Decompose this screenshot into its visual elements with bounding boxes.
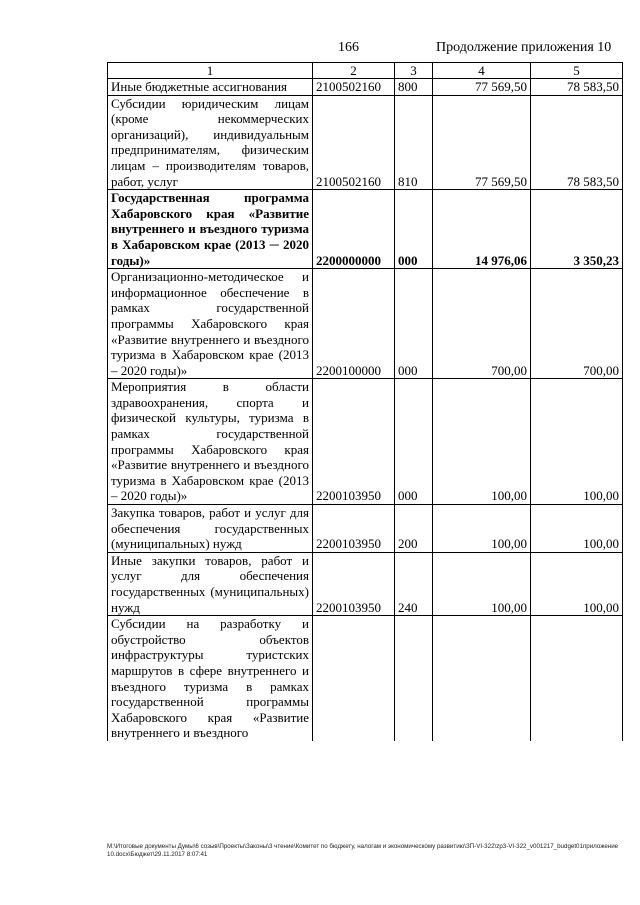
row-value-2: 100,00 (531, 379, 623, 505)
row-value-1: 700,00 (433, 269, 531, 379)
column-header: 3 (395, 63, 433, 79)
row-kind: 200 (395, 505, 433, 553)
row-kind: 240 (395, 552, 433, 615)
row-code: 2200000000 (313, 190, 395, 269)
row-value-1: 100,00 (433, 379, 531, 505)
budget-table (107, 62, 623, 741)
row-name: Субсидии на разработку и обустройство объектов инфраструктуры туристских маршрутов в сфере внутреннего и въездного туризма в рамках государственной программы Хабаровского края «Развитие внутреннего и въездного (108, 616, 313, 741)
row-value-2: 78 583,50 (531, 95, 623, 190)
row-name: Организационно-методическое и информационное обеспечение в рамках государственной программы Хабаровского края «Развитие внутреннего и въездного туризма в Хабаровском крае (2013 – 2020 годы)» (108, 269, 313, 379)
row-kind: 800 (395, 79, 433, 96)
row-code: 2100502160 (313, 95, 395, 190)
row-code: 2200100000 (313, 269, 395, 379)
table-row-program (108, 190, 623, 269)
file-path-footer: М:\Итоговые документы Думы\6 созыв\Проекты\Законы\3 чтение\Комитет по бюджету, налогам и экономическому развитию\ЗП-VI-322\zp3-VI-322_v001217_budget01приложение 10.docx\Бюджет\29.11.2017 8:07:41 (107, 843, 619, 858)
table-row (108, 616, 623, 741)
row-value-2: 100,00 (531, 552, 623, 615)
row-value-2 (531, 616, 623, 741)
row-code (313, 616, 395, 741)
row-name: Субсидии юридическим лицам (кроме некоммерческих организаций), индивидуальным предпринимателям, физическим лицам – производителям товаров, работ, услуг (108, 95, 313, 190)
row-value-1: 100,00 (433, 505, 531, 553)
row-value-1 (433, 616, 531, 741)
row-code: 2200103950 (313, 379, 395, 505)
row-name: Закупка товаров, работ и услуг для обеспечения государственных (муниципальных) нужд (108, 505, 313, 553)
continuation-label: Продолжение приложения 10 (436, 40, 612, 55)
row-kind (395, 616, 433, 741)
table-row (108, 269, 623, 379)
table-row (108, 79, 623, 96)
row-value-1: 100,00 (433, 552, 531, 615)
row-name: Мероприятия в области здравоохранения, спорта и физической культуры, туризма в рамках государственной программы Хабаровского края «Развитие внутреннего и въездного туризма в Хабаровском крае (2013 – 2020 годы)» (108, 379, 313, 505)
row-name: Иные закупки товаров, работ и услуг для обеспечения государственных (муниципальных) нужд (108, 552, 313, 615)
row-kind: 000 (395, 190, 433, 269)
page-number: 166 (338, 40, 359, 55)
row-name: Государственная программа Хабаровского края «Развитие внутреннего и въездного туризма в Хабаровском крае (2013 ─ 2020 годы)» (108, 190, 313, 269)
column-header: 1 (108, 63, 313, 79)
row-value-1: 77 569,50 (433, 79, 531, 96)
column-header: 2 (313, 63, 395, 79)
row-kind: 000 (395, 269, 433, 379)
row-value-2: 100,00 (531, 505, 623, 553)
row-kind: 810 (395, 95, 433, 190)
row-code: 2100502160 (313, 79, 395, 96)
table-header-row (108, 63, 623, 79)
row-value-2: 700,00 (531, 269, 623, 379)
column-header: 4 (433, 63, 531, 79)
column-header: 5 (531, 63, 623, 79)
row-value-1: 14 976,06 (433, 190, 531, 269)
table-row (108, 379, 623, 505)
row-value-1: 77 569,50 (433, 95, 531, 190)
table-row (108, 552, 623, 615)
table-row (108, 95, 623, 190)
row-code: 2200103950 (313, 552, 395, 615)
row-value-2: 3 350,23 (531, 190, 623, 269)
row-code: 2200103950 (313, 505, 395, 553)
row-value-2: 78 583,50 (531, 79, 623, 96)
table-row (108, 505, 623, 553)
row-name: Иные бюджетные ассигнования (108, 79, 313, 96)
row-kind: 000 (395, 379, 433, 505)
